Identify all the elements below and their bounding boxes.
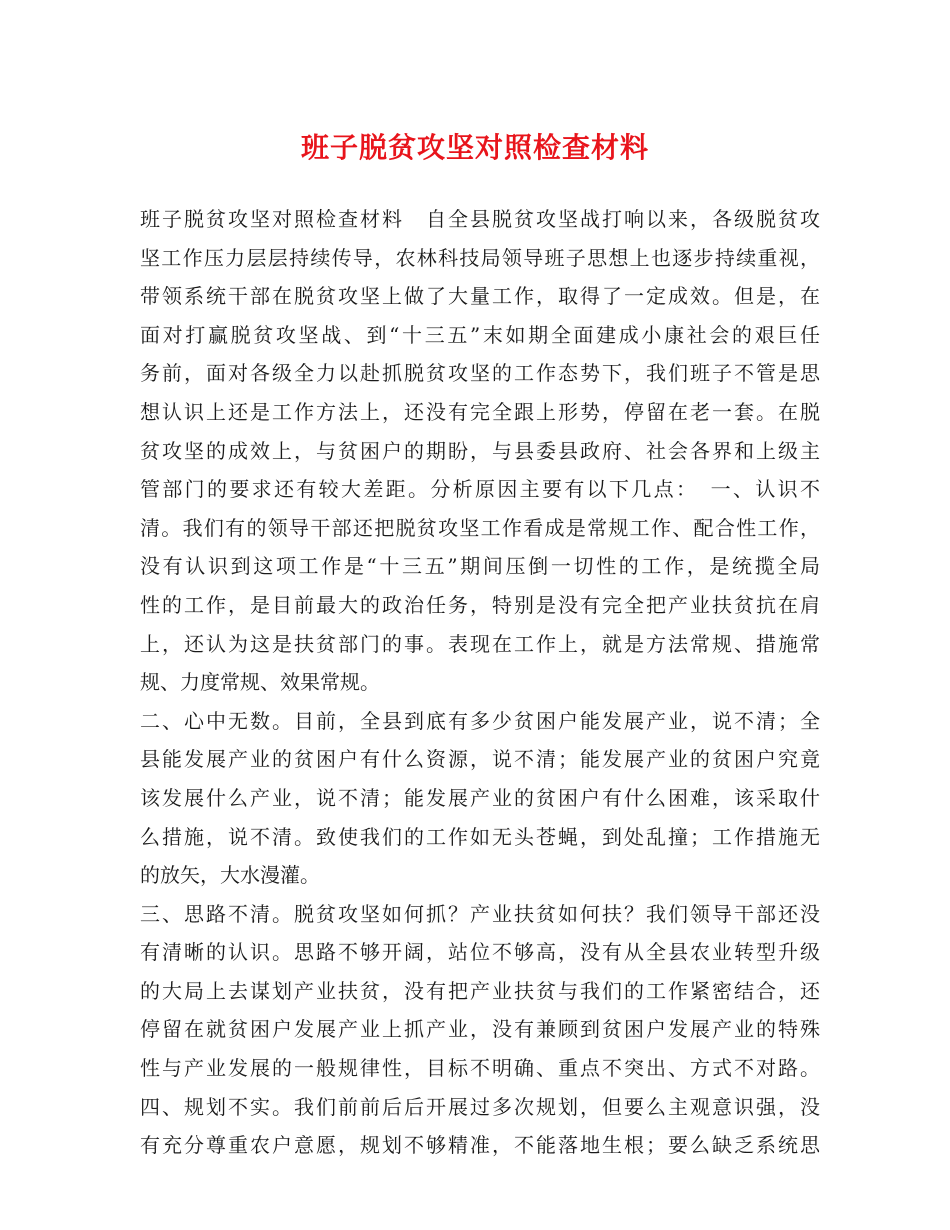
- body-line: 面对打赢脱贫攻坚战、到“十三五”末如期全面建成小康社会的艰巨任: [140, 322, 820, 347]
- body-line: 管部门的要求还有较大差距。分析原因主要有以下几点： 一、认识不: [140, 477, 820, 502]
- body-line: 班子脱贫攻坚对照检查材料 自全县脱贫攻坚战打响以来，各级脱贫攻: [140, 207, 820, 231]
- body-line: 的大局上去谋划产业扶贫，没有把产业扶贫与我们的工作紧密结合，还: [140, 978, 820, 1003]
- body-line: 么措施，说不清。致使我们的工作如无头苍蝇，到处乱撞；工作措施无: [140, 824, 820, 849]
- body-line: 停留在就贫困户发展产业上抓产业，没有兼顾到贫困户发展产业的特殊: [140, 1017, 820, 1042]
- document-title: 班子脱贫攻坚对照检查材料: [300, 131, 649, 164]
- body-line: 务前，面对各级全力以赴抓脱贫攻坚的工作态势下，我们班子不管是思: [140, 361, 820, 386]
- body-line: 三、思路不清。脱贫攻坚如何抓？产业扶贫如何扶？我们领导干部还没: [140, 901, 820, 926]
- document-body: [140, 200, 820, 1165]
- body-line: 想认识上还是工作方法上，还没有完全跟上形势，停留在老一套。在脱: [140, 399, 820, 424]
- body-line: 四、规划不实。我们前前后后开展过多次规划，但要么主观意识强，没: [140, 1094, 820, 1119]
- body-line: 二、心中无数。目前，全县到底有多少贫困户能发展产业，说不清；全: [140, 708, 820, 733]
- body-line: 上，还认为这是扶贫部门的事。表现在工作上，就是方法常规、措施常: [140, 631, 820, 656]
- body-line: 县能发展产业的贫困户有什么资源，说不清；能发展产业的贫困户究竟: [140, 747, 820, 772]
- body-line: 性的工作，是目前最大的政治任务，特别是没有完全把产业扶贫抗在肩: [140, 592, 820, 617]
- body-line: 贫攻坚的成效上，与贫困户的期盼，与县委县政府、社会各界和上级主: [140, 438, 820, 463]
- body-line: 带领系统干部在脱贫攻坚上做了大量工作，取得了一定成效。但是，在: [140, 284, 820, 309]
- body-line: 该发展什么产业，说不清；能发展产业的贫困户有什么困难，该采取什: [140, 785, 820, 810]
- body-line: 清。我们有的领导干部还把脱贫攻坚工作看成是常规工作、配合性工作，: [140, 515, 820, 540]
- body-line: 规、力度常规、效果常规。: [140, 670, 380, 695]
- body-line: 有清晰的认识。思路不够开阔，站位不够高，没有从全县农业转型升级: [140, 940, 820, 965]
- body-line: 的放矢，大水漫灌。: [140, 863, 320, 888]
- body-line: 没有认识到这项工作是“十三五”期间压倒一切性的工作，是统揽全局: [140, 554, 820, 579]
- body-line: 有充分尊重农户意愿，规划不够精准，不能落地生根；要么缺乏系统思: [140, 1133, 820, 1158]
- body-line: 坚工作压力层层持续传导，农林科技局领导班子思想上也逐步持续重视，: [140, 245, 820, 270]
- body-line: 性与产业发展的一般规律性，目标不明确、重点不突出、方式不对路。: [140, 1056, 820, 1081]
